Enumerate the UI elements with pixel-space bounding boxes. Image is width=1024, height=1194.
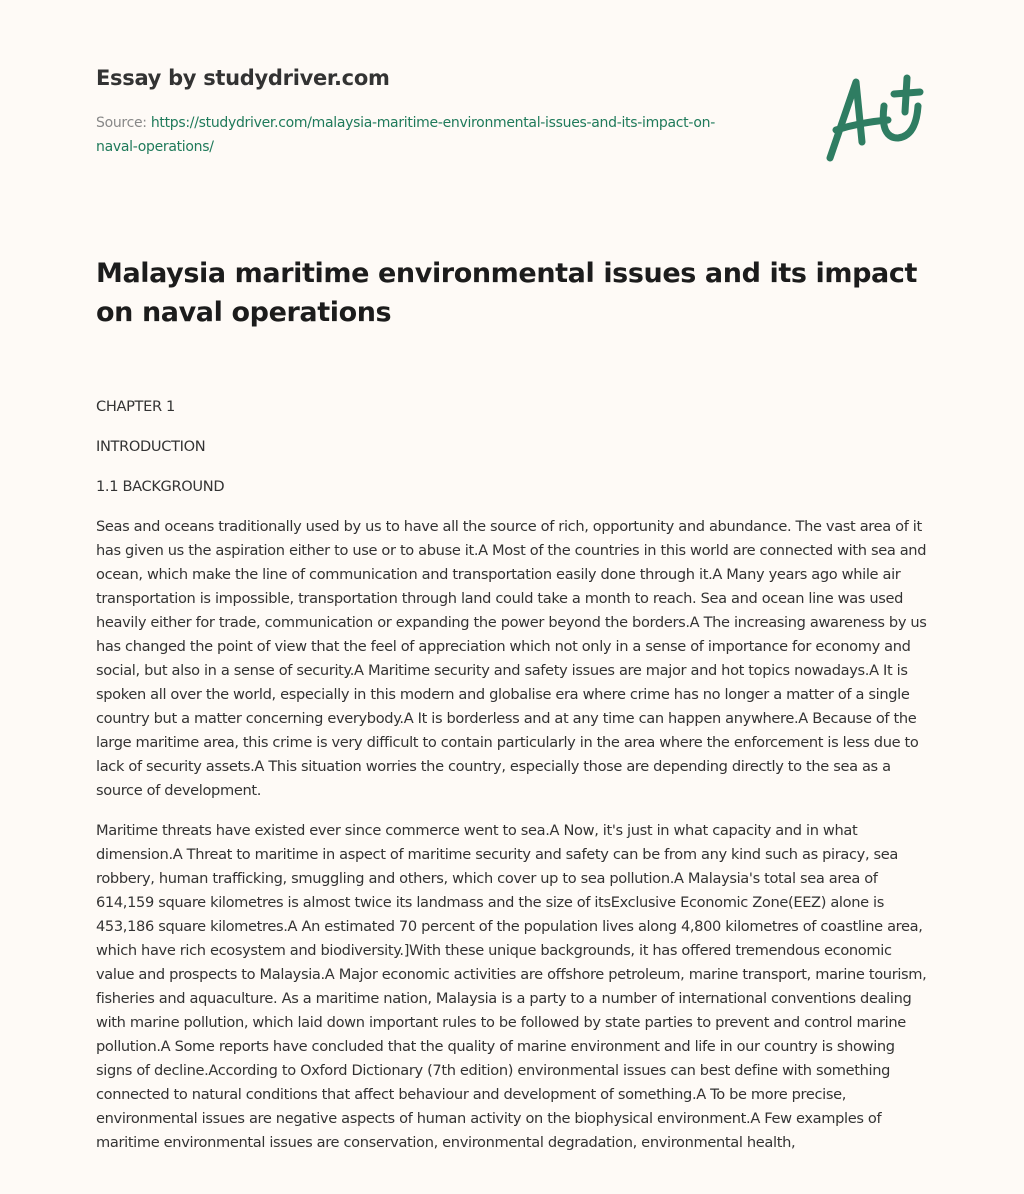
- paragraph: Maritime threats have existed ever since commerce went to sea.A Now, it's just in what capacity and in what dimension.A Threat to maritime in aspect of maritime security and safety can be from any kind such as piracy, sea robbery, human trafficking, smuggling and others, which cover up to sea pollution.A Malaysia's total sea area of 614,159 square kilometres is almost twice its landmass and the size of itsExclusive Economic Zone(EEZ) alone is 453,186 square kilometres.A An estimated 70 percent of the population lives along 4,800 kilometres of coastline area, which have rich ecosystem and biodiversity.]With these unique backgrounds, it has offered tremendous economic value and prospects to Malaysia.A Major economic activities are offshore petroleum, marine transport, marine tourism, fisheries and aquaculture. As a maritime nation, Malaysia is a party to a number of international conventions dealing with marine pollution, which laid down important rules to be followed by state parties to prevent and control marine pollution.A Some reports have concluded that the quality of marine environment and life in our country is showing signs of decline.According to Oxford Dictionary (7th edition) environmental issues can best define with something connected to natural conditions that affect behaviour and development of something.A To be more precise, environmental issues are negative aspects of human activity on the biophysical environment.A Few examples of maritime environmental issues are conservation, environmental degradation, environmental health,: [96, 822, 927, 1151]
- source-label: Source:: [96, 115, 151, 131]
- essay-body: [96, 395, 932, 1171]
- section-heading: INTRODUCTION: [96, 438, 206, 455]
- source-line: [96, 111, 756, 159]
- source-link[interactable]: https://studydriver.com/malaysia-maritime-environmental-issues-and-its-impact-on-naval-operations/: [96, 115, 715, 155]
- site-brand: Essay by studydriver.com: [96, 66, 390, 90]
- subsection-heading: 1.1 BACKGROUND: [96, 478, 225, 495]
- paragraph: Seas and oceans traditionally used by us to have all the source of rich, opportunity and abundance. The vast area of it has given us the aspiration either to use or to abuse it.A Most of the countries in this world are connected with sea and ocean, which make the line of communication and transportation easily done through it.A Many years ago while air transportation is impossible, transportation through land could take a month to reach. Sea and ocean line was used heavily either for trade, communication or expanding the power beyond the borders.A The increasing awareness by us has changed the point of view that the feel of appreciation which not only in a sense of importance for economy and social, but also in a sense of security.A Maritime security and safety issues are major and hot topics nowadays.A It is spoken all over the world, especially in this modern and globalise era where crime has no longer a matter of a single country but a matter concerning everybody.A It is borderless and at any time can happen anywhere.A Because of the large maritime area, this crime is very difficult to contain particularly in the area where the enforcement is less due to lack of security assets.A This situation worries the country, especially those are depending directly to the sea as a source of development.: [96, 518, 927, 799]
- essay-title: Malaysia maritime environmental issues and its impact on naval operations: [96, 258, 917, 328]
- chapter-heading: CHAPTER 1: [96, 398, 175, 415]
- a-plus-logo-icon: [822, 72, 932, 167]
